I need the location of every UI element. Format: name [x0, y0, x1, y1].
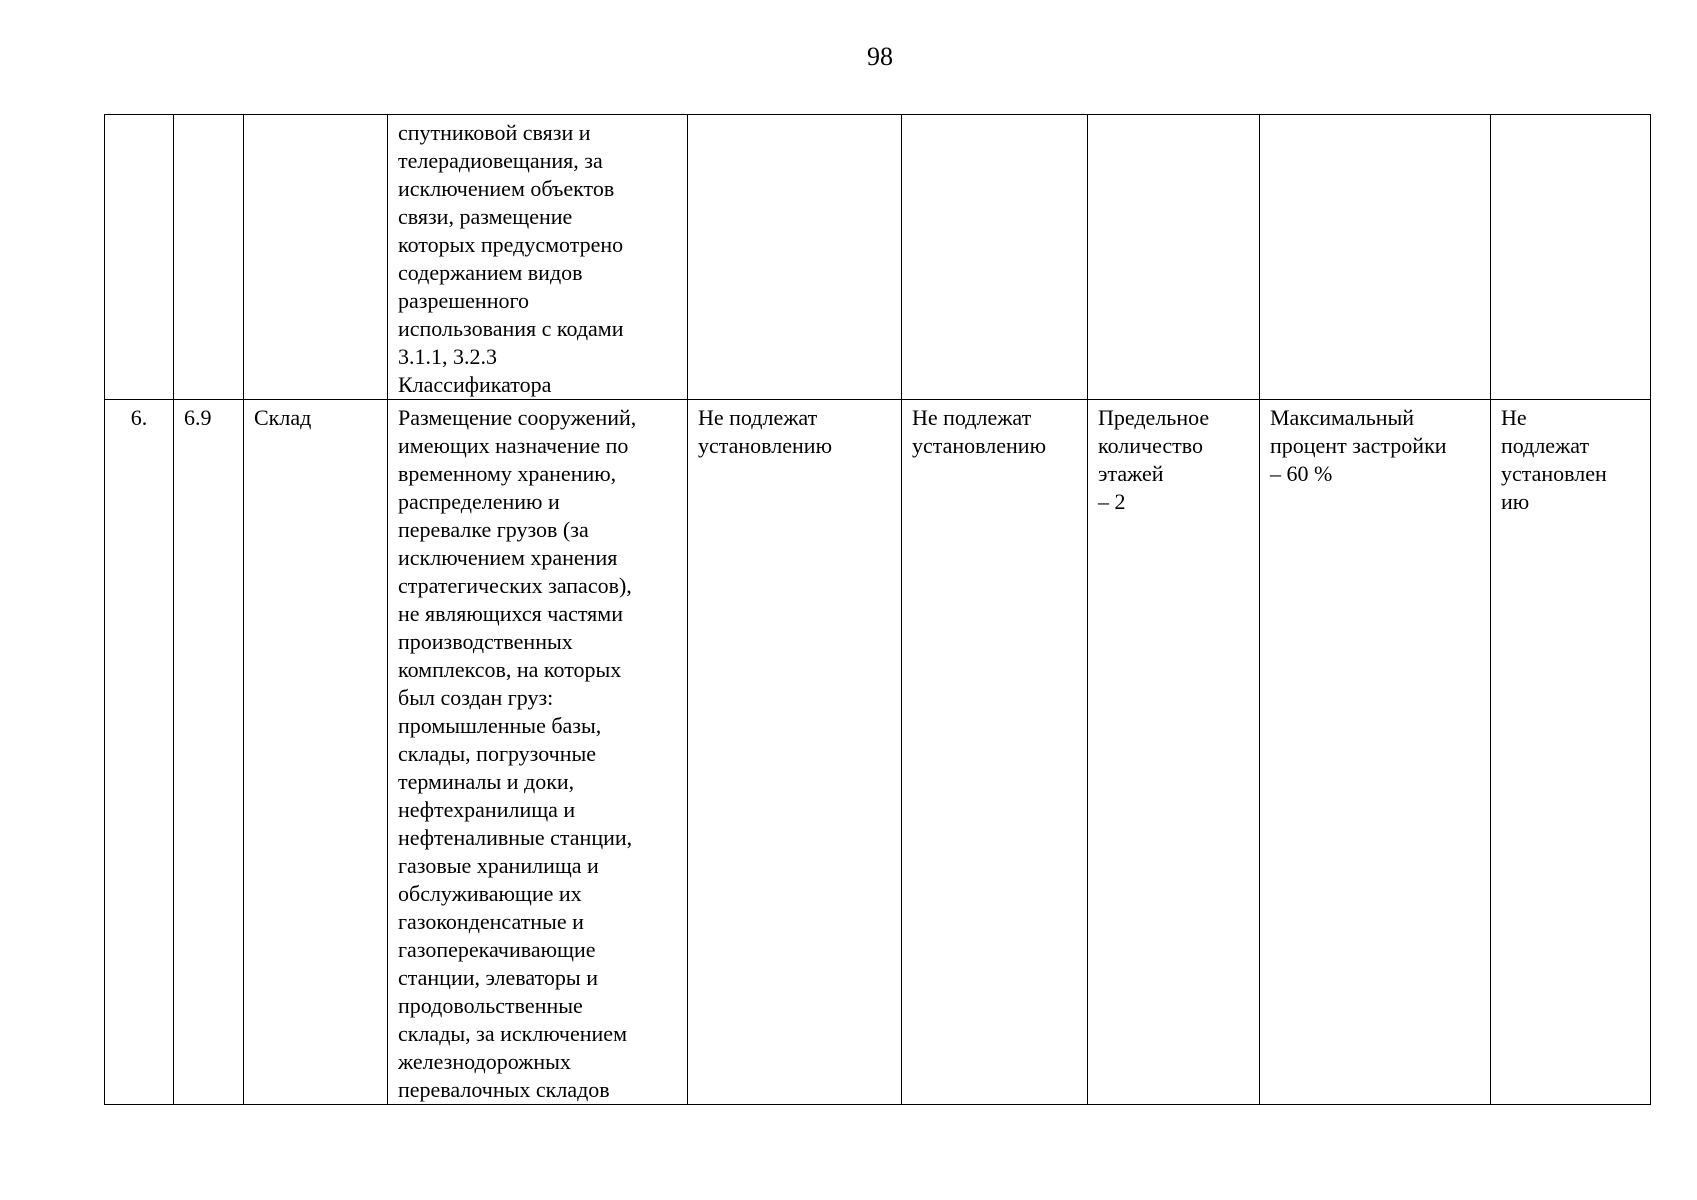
description-cell: спутниковой связи и телерадиовещания, за исключением объектов связи, размещение которых предусмотрено содержанием видов разрешенного использования с кодами 3.1.1, 3.2.3 Классификатора — [388, 115, 688, 400]
name-cell: Склад — [244, 400, 388, 1105]
code-cell — [174, 115, 244, 400]
column-5-cell — [688, 115, 902, 400]
column-6-cell — [902, 115, 1088, 400]
column-9-cell: Не подлежат установлен ию — [1491, 400, 1651, 1105]
table-row — [105, 115, 1651, 400]
code-cell: 6.9 — [174, 400, 244, 1105]
column-9-cell — [1491, 115, 1651, 400]
column-8-cell: Максимальный процент застройки – 60 % — [1260, 400, 1491, 1105]
regulations-table — [104, 114, 1651, 1105]
column-5-cell: Не подлежат установлению — [688, 400, 902, 1105]
column-7-cell: Предельное количество этажей – 2 — [1088, 400, 1260, 1105]
row-number-cell — [105, 115, 174, 400]
table-row — [105, 400, 1651, 1105]
column-7-cell — [1088, 115, 1260, 400]
column-8-cell — [1260, 115, 1491, 400]
description-cell: Размещение сооружений, имеющих назначение по временному хранению, распределению и перевалке грузов (за исключением хранения стратегических запасов), не являющихся частями производственных комплексов, на которых был создан груз: промышленные базы, склады, погрузочные терминалы и доки, нефтехранилища и нефтеналивные станции, газовые хранилища и обслуживающие их газоконденсатные и газоперекачивающие станции, элеваторы и продовольственные склады, за исключением железнодорожных перевалочных складов — [388, 400, 688, 1105]
page-number: 98 — [867, 42, 893, 71]
row-number-cell: 6. — [105, 400, 174, 1105]
name-cell — [244, 115, 388, 400]
column-6-cell: Не подлежат установлению — [902, 400, 1088, 1105]
